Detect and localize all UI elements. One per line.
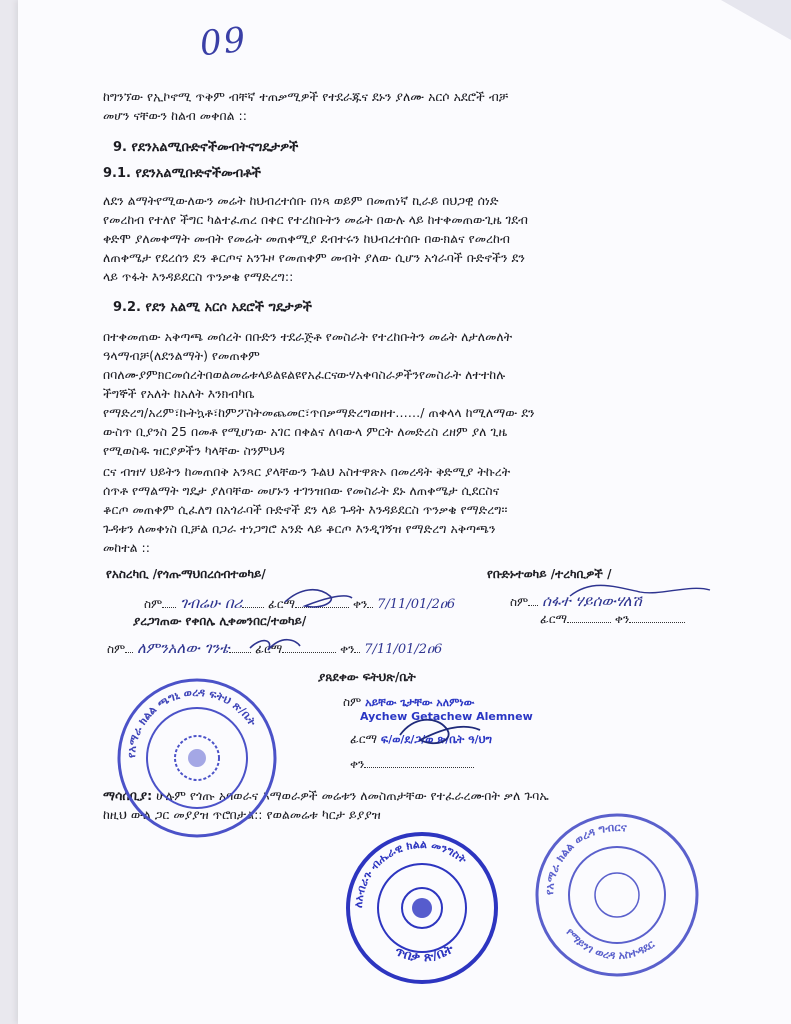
bottom-right-stamp-top-text: የአማራ ክልል ወረዳ ግብርና <box>542 820 628 896</box>
paragraph-line: የማድረግ/አረም፣ኩትኳቶ፣ከምፖስትመጨመር፣ጥበቃማድረግወዘተ……/ ጠቀላላ ከሚለማው ደን <box>103 405 535 420</box>
svg-text:የአማራ ክልል ጫግኒ ወረዳ ፍትህ ጽ/ቤት <box>125 686 259 758</box>
date-label: ቀን <box>340 642 355 656</box>
court-signature-scribble <box>400 720 480 743</box>
left-date-handwritten: 7/11/01/2ዐ6 <box>377 597 456 612</box>
left-signature-scribble <box>285 590 352 607</box>
signature-label: ፊርማ <box>350 732 378 746</box>
paragraph-line: ርና ብዝሃ ህይትን ከመጠበቅ አንጻር ያላቸውን ጉልህ አስተዋጽኦ በመረዳት ቅድሚያ ትኩረት <box>103 464 511 479</box>
bottom-center-stamp-bottom-text: ጥበቃ ጽ/ቤት <box>392 941 457 966</box>
signature-label: ፊርማ <box>268 597 296 611</box>
signature-label: ፊርማ <box>540 612 568 626</box>
bottom-center-stamp-top-text: ለአብራጉ ብሔራዊ ክልል መንግስት <box>351 837 470 909</box>
paragraph-line: ዓላማብቻ(ለደንልማት) የመጠቀም <box>103 348 260 363</box>
left-name-handwritten: ገብሬሁ በሪ <box>180 594 243 612</box>
paragraph-line: ለጠቀሜታ የደረሰን ደን ቆርጦና አንጉዞ የመጠቀም መብት ያለው ሲሆን አጎራባች ቡድኖችን ደን <box>103 250 525 265</box>
handwritten-page-number: 09 <box>198 19 250 65</box>
paragraph-line: ለደን ልማትየሚውለውን መሬት ከህብረተሰቡ በነጻ ወይም በመጠነኛ ኪራይ በህጋዊ ሰነድ <box>103 193 499 208</box>
section-9-1-heading: 9.1. የደንአልሚቡድኖችመብቶች <box>103 166 261 181</box>
handover-representative-label: የአስረካቢ /የጎጡማህበረሰብተወካይ/ <box>106 567 266 581</box>
paragraph-line: በባለሙያምክርመሰረትበወልመሬቱላይልዩልዩየአፈርናውሃአቀባስራዎችንየመስራት ለተተከሉ <box>103 367 506 382</box>
left-round-stamp <box>112 673 282 843</box>
right-signature-scribble <box>570 585 710 596</box>
paragraph-line: ጉዳቱን ለመቀነስ ቢቻል በጋራ ተነጋግሮ አንድ ላይ ቆርጦ እንዲገኝዝ የማድረግ አቅጣጫን <box>103 521 496 536</box>
section-9-heading: 9. የደንአልሚቡድኖችመብትናግዴታዎች <box>113 140 299 155</box>
bottom-center-round-stamp <box>342 828 502 988</box>
svg-text:የማይንገ ወረዳ አስተዳደር <box>563 926 657 962</box>
bottom-right-round-stamp <box>532 810 702 980</box>
name-label: ስም <box>343 695 362 709</box>
paragraph-line: ውስጥ ቢያንስ 25 በመቶ የሚሆነው አገር በቀልና ለባውላ ምርት ለመድረስ ረዘም ያለ ጊዜ <box>103 424 507 439</box>
date-label: ቀን <box>352 597 368 611</box>
verifier-date-handwritten: 7/11/01/2ዐ6 <box>364 642 443 657</box>
kebele-verifier-label: ያረጋገጠው የቀበሌ ሊቀመንበር/ተወካይ/ <box>133 614 307 628</box>
verifier-signature-scribble <box>250 640 300 650</box>
signature-label: ፊርማ <box>255 642 283 656</box>
paragraph-line: የሚወስዱ ዝርያዎችን ካላቸው ስንምህዳ <box>103 443 285 458</box>
right-name-handwritten: ሰፋተ ሃይሰውሃለሽ <box>542 592 642 610</box>
paragraph-line: ችግኞች የአለት ከአለት እንክብካቤ <box>103 386 255 401</box>
svg-text:ለአብራጉ ብሔራዊ ክልል መንግስት <box>352 838 470 908</box>
intro-line: ከግንኘው የኢኮኖሚ ጥቅም ብቸኛ ተጠቃሚዎች የተደራጁና ደኑን ያለሙ አርሶ አደሮች ብቻ <box>103 89 509 104</box>
paragraph-line: ላይ ጥፋት እንዳይደርስ ጥንቃቄ የማድረግ:: <box>103 269 294 284</box>
note-line: ከዚህ ውል ጋር መያያዝ ጥሮበታል:: የወልመሬቱ ካርታ ይያያዝ <box>103 807 381 822</box>
svg-text:ጥበቃ ጽ/ቤት <box>392 942 456 966</box>
paragraph-line: ቆርጦ መጠቀም ሲፈለግ በአጎራባች ቡድኖች ደን ላይ ጉዳት እንዳይደርስ ጥንቃቄ የማድረግ፡፡ <box>103 502 508 517</box>
bottom-right-stamp-bottom-text: የማይንገ ወረዳ አስተዳደር <box>563 925 657 962</box>
note-label: ማሳሰቢያ: <box>103 788 153 803</box>
date-label: ቀን <box>614 612 630 626</box>
paragraph-line: በተቀመጠው አቅጣጫ መሰረት በቡድን ተደራጅቶ የመስራት የተረከቡትን መሬት ለታለመለት <box>103 329 513 344</box>
left-stamp-text: የአማራ ክልል ጫግኒ ወረዳ ፍትህ ጽ/ቤት <box>124 685 259 759</box>
name-label: ስም <box>510 595 529 609</box>
note-text: ሁሉም የጎጡ አባወራና እማወራዎች መሬቱን ለመስጠታቸው የተፈራረሙበት ቃለ ጉባኤ <box>156 788 549 803</box>
paragraph-line: ሰጥቶ የማልማት ግዴታ ያለባቸው መሆኑን ተገንዝበው የመስራት ደኑ ለጠቀሜታ ሲደርስና <box>103 483 500 498</box>
court-approval-label: ያጸደቀው ፍትህጽ/ቤት <box>318 670 416 684</box>
group-representative-label: የቡድኑተወካይ /ተረካቢዎች / <box>487 567 612 581</box>
court-name-stamp: አይቸው ጌታቸው አለምነው <box>365 696 475 709</box>
court-name-latin-stamp: Aychew Getachew Alemnew <box>360 710 533 723</box>
intro-line: መሆን ናቸውን ከልብ መቀበል :: <box>103 108 247 123</box>
name-label: ስም <box>144 597 163 611</box>
date-label: ቀን <box>350 757 365 771</box>
verifier-name-handwritten: ለምንአለው ገንቴ <box>137 639 230 657</box>
section-9-2-heading: 9.2. የደን አልሚ አርሶ አደሮች ግዴታዎች <box>113 300 312 315</box>
paragraph-line: መከተል :: <box>103 540 150 555</box>
court-office-stamp-line: ፍ/ወ/ደ/ጋ/ወ ጽ/ቤት ዓ/ህግ <box>380 733 492 746</box>
paragraph-line: የመረከብ የተለየ ችግር ካልተፈጠረ በቀር የተረከቡትን መሬት በውሉ ላይ ከተቀመጠውጊዜ ገደብ <box>103 212 528 227</box>
paragraph-line: ቀድሞ ያለመቀማት መብት የመሬት መጠቀሚያ ደብተሩን ከህብረተሰቡ በውክልና የመረከብ <box>103 231 510 246</box>
name-label: ስም <box>107 642 126 656</box>
